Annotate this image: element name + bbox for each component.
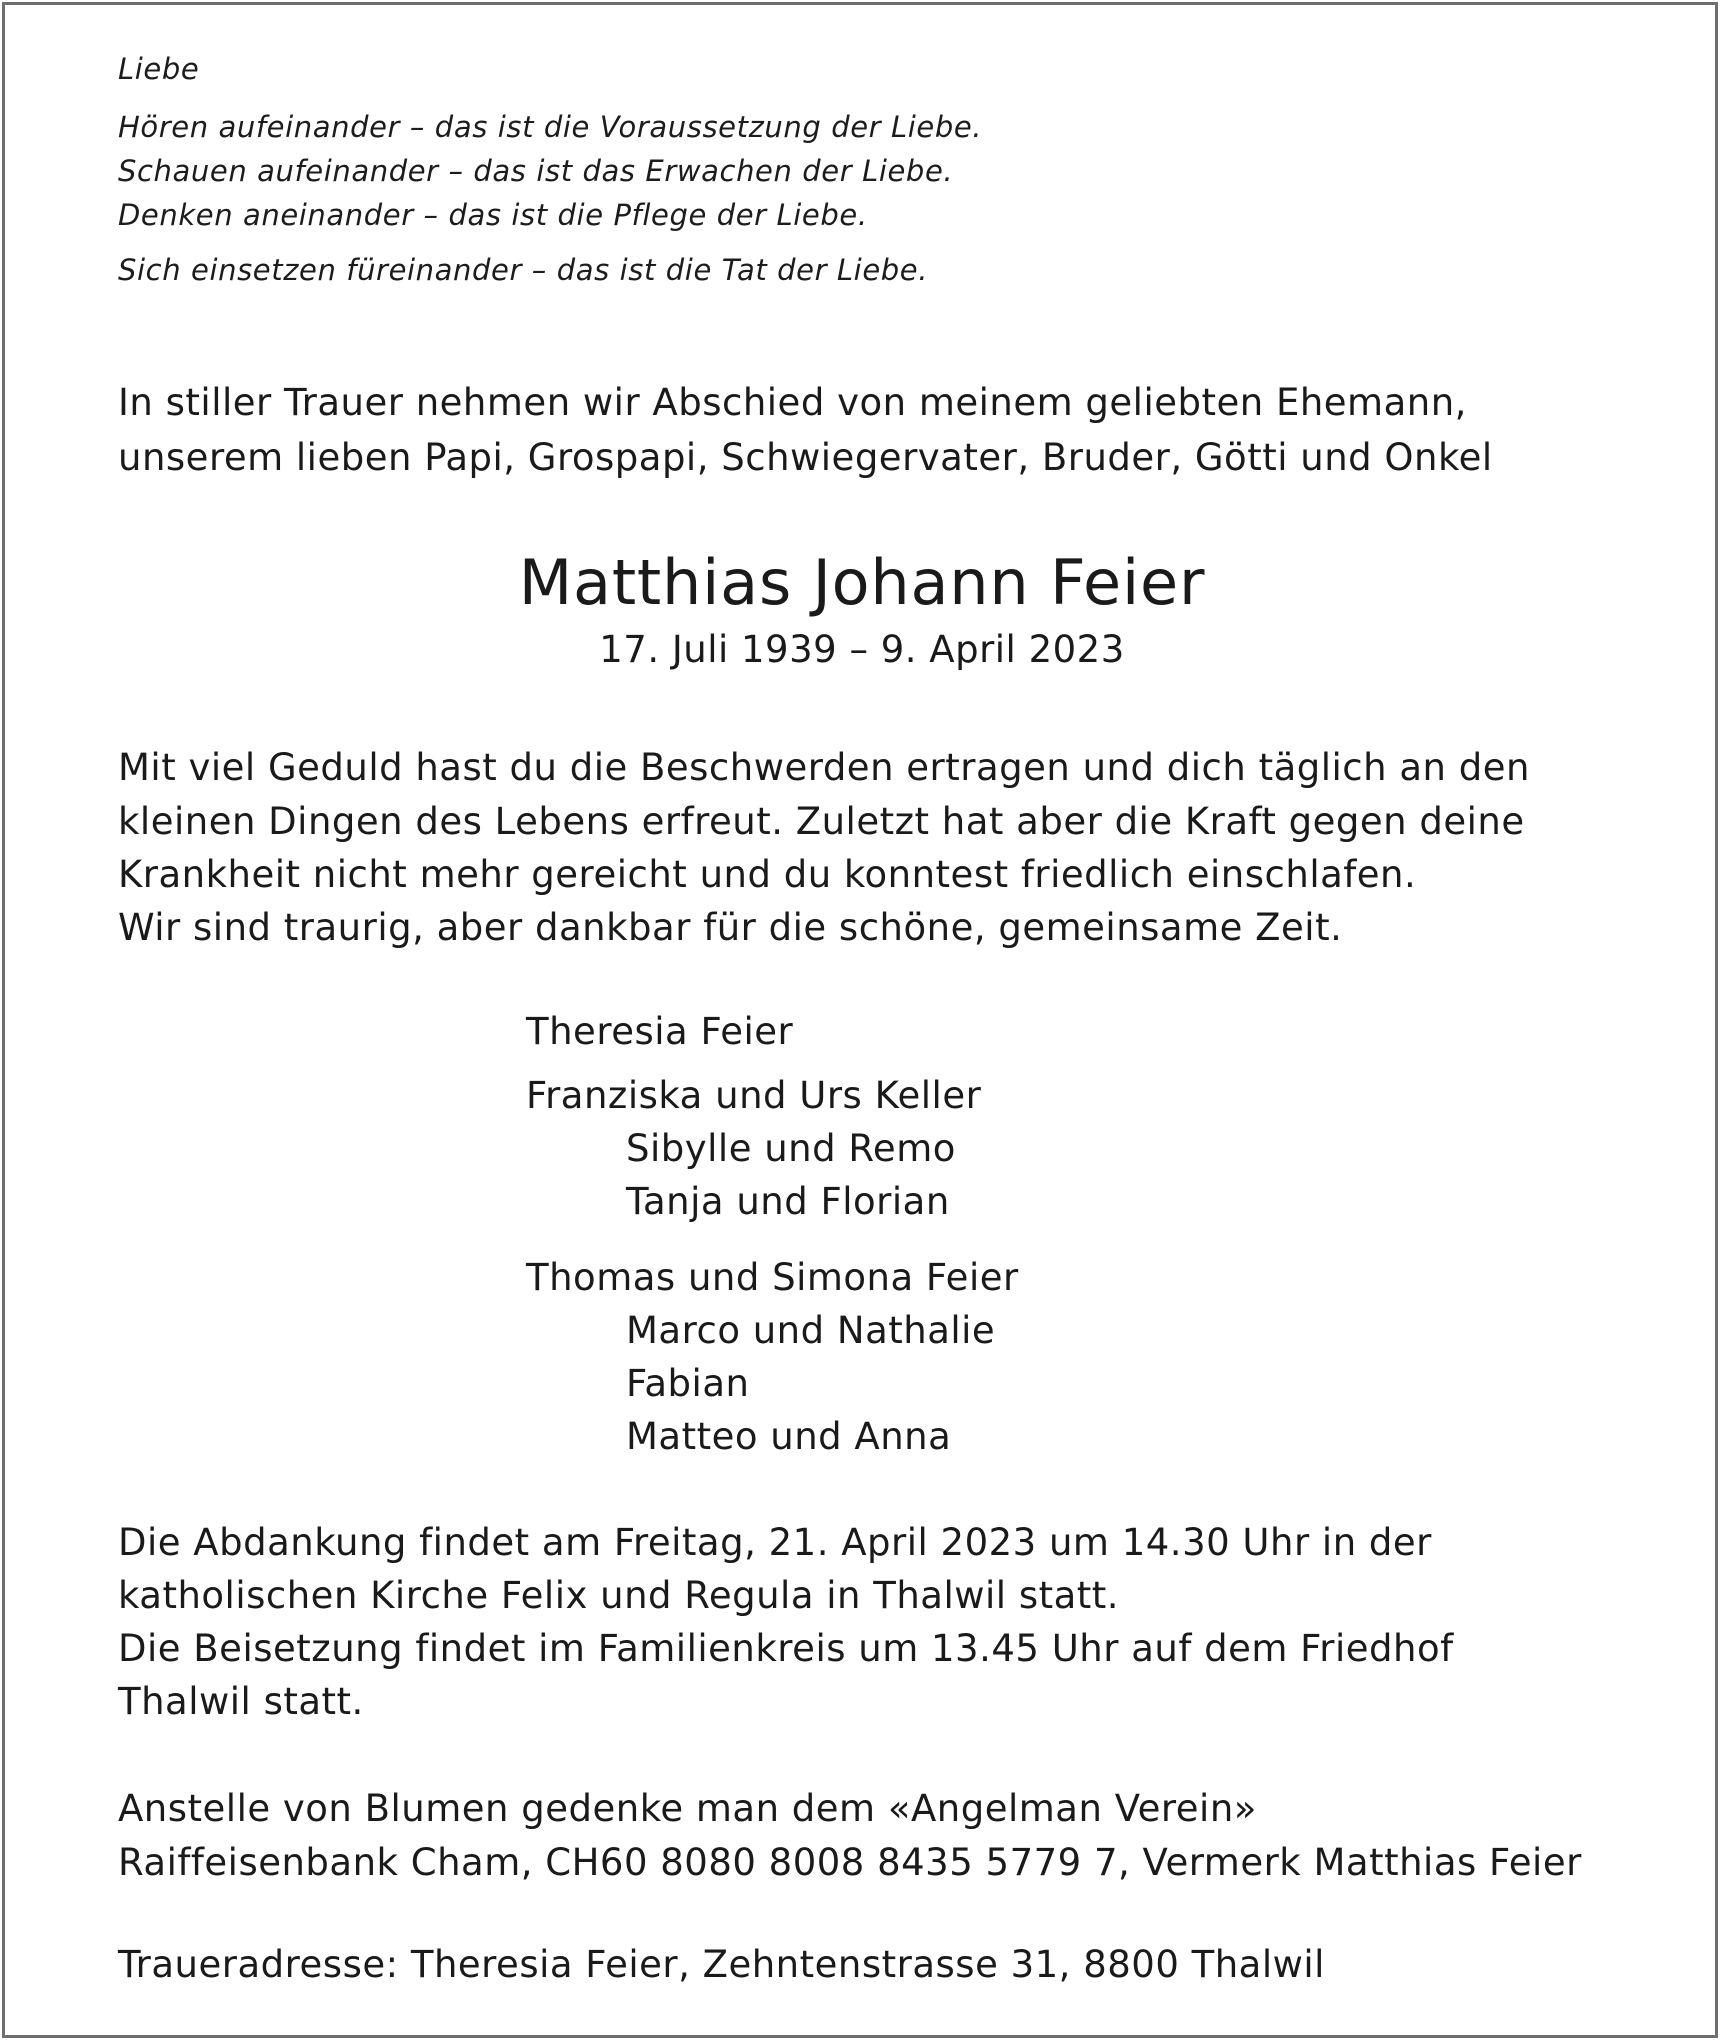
poem-line: Denken aneinander – das ist die Pflege der Liebe. — [118, 198, 868, 232]
mourner-spouse: Theresia Feier — [526, 1010, 794, 1053]
poem-line: Sich einsetzen füreinander – das ist die Tat der Liebe. — [118, 253, 929, 287]
donation-line: Anstelle von Blumen gedenke man dem «Angelman Verein» — [118, 1787, 1257, 1830]
mourner-family-head: Thomas und Simona Feier — [526, 1256, 1019, 1299]
life-dates: 17. Juli 1939 – 9. April 2023 — [599, 628, 1125, 671]
mourning-address: Traueradresse: Theresia Feier, Zehntenstrasse 31, 8800 Thalwil — [118, 1943, 1325, 1986]
mourner-grandchild: Fabian — [626, 1362, 750, 1405]
page-border — [2, 2, 1718, 2038]
deceased-name: Matthias Johann Feier — [518, 546, 1206, 619]
mourner-family-head: Franziska und Urs Keller — [526, 1074, 982, 1117]
message-line: Mit viel Geduld hast du die Beschwerden ertragen und dich täglich an den — [118, 746, 1530, 789]
ceremony-line: Die Beisetzung findet im Familienkreis um 13.45 Uhr auf dem Friedhof — [118, 1627, 1454, 1670]
ceremony-line: Die Abdankung findet am Freitag, 21. April 2023 um 14.30 Uhr in der — [118, 1521, 1432, 1564]
mourner-grandchild: Matteo und Anna — [626, 1415, 952, 1458]
poem-title: Liebe — [118, 52, 200, 86]
donation-line: Raiffeisenbank Cham, CH60 8080 8008 8435 5779 7, Vermerk Matthias Feier — [118, 1841, 1582, 1884]
intro-line: unserem lieben Papi, Grospapi, Schwiegervater, Bruder, Götti und Onkel — [118, 436, 1493, 479]
mourner-grandchild: Sibylle und Remo — [626, 1127, 956, 1170]
mourner-grandchild: Marco und Nathalie — [626, 1309, 996, 1352]
poem-line: Schauen aufeinander – das ist das Erwachen der Liebe. — [118, 154, 954, 188]
message-line: Wir sind traurig, aber dankbar für die schöne, gemeinsame Zeit. — [118, 906, 1343, 949]
poem-line: Hören aufeinander – das ist die Voraussetzung der Liebe. — [118, 110, 983, 144]
ceremony-line: Thalwil statt. — [118, 1680, 364, 1723]
message-line: kleinen Dingen des Lebens erfreut. Zuletzt hat aber die Kraft gegen deine — [118, 800, 1525, 843]
intro-line: In stiller Trauer nehmen wir Abschied von meinem geliebten Ehemann, — [118, 381, 1467, 424]
message-line: Krankheit nicht mehr gereicht und du konntest friedlich einschlafen. — [118, 853, 1417, 896]
mourner-grandchild: Tanja und Florian — [626, 1180, 950, 1223]
ceremony-line: katholischen Kirche Felix und Regula in Thalwil statt. — [118, 1574, 1120, 1617]
